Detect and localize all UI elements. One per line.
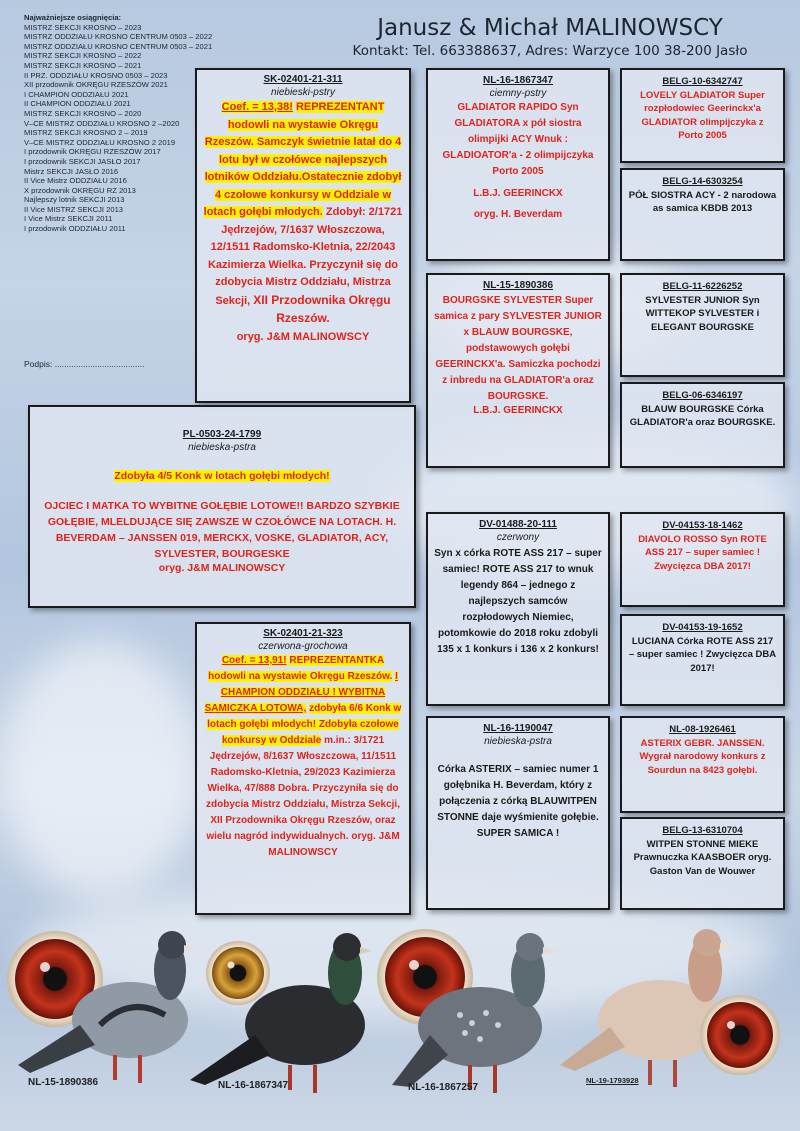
achievement-item: MISTRZ SEKCJI KROSNO – 2023: [24, 22, 142, 32]
photo-caption: NL-16-1867347: [218, 1080, 289, 1091]
ring-number: DV-04153-19-1652: [662, 622, 743, 633]
ring-number: BELG-10-6342747: [662, 76, 743, 87]
ancestor-description: LUCIANA Córka ROTE ASS 217 – super samiec ! Zwycięzca DBA 2017!: [628, 635, 777, 674]
pedigree-ancestor-card: [620, 817, 785, 910]
achievement-item: I przodownik SEKCJI JASŁO 2017: [24, 156, 141, 166]
achievement-item: Mistrz SEKCJI JASŁO 2016: [24, 166, 119, 176]
pedigree-ancestor-card: [620, 168, 785, 261]
ancestor-description: SYLVESTER JUNIOR Syn WITTEKOP SYLVESTER i ELEGANT BOURGSKE: [645, 294, 760, 333]
ancestor-description: LOVELY GLADIATOR Super rozpłodowiec Geerinckx'a GLADIATOR olimpijczyka z Porto 2005: [640, 89, 765, 141]
achievement-item: MISTRZ ODDZIAŁU KROSNO CENTRUM 0503 – 2022: [24, 32, 213, 42]
ring-number: BELG-06-6346197: [662, 390, 743, 401]
ring-number: NL-15-1890386: [482, 280, 554, 291]
achievement-item: MISTRZ SEKCJI KROSNO – 2020: [24, 108, 142, 118]
photo-caption: NL-15-1890386: [28, 1077, 99, 1088]
pedigree-ancestor-card: [620, 716, 785, 813]
achievement-item: II Vice Mistrz ODDZIAŁU 2016: [24, 176, 127, 186]
pigeon-eye-image: [206, 941, 270, 1005]
origin: oryg. H. Beverdam: [473, 208, 563, 220]
origin: oryg. J&M MALINOWSCY: [158, 561, 286, 574]
achievement-item: II PRZ. ODDZIAŁU KROSNO 0503 – 2023: [24, 70, 168, 80]
champion-text: I CHAMPION ODDZIAŁU ! WYBITNA SAMICZKA LOTOWA,: [204, 671, 398, 714]
pedigree-mother-card: [195, 622, 411, 915]
achievement-item: MISTRZ SEKCJI KROSNO – 2022: [24, 51, 142, 61]
mother-description: [203, 653, 403, 861]
prize-list: m.in.: 3/1721 Jędrzejów, 8/1637 Włoszczowa, 11/1511 Radomsko-Kletnia, 29/2023 Kazimierza Wielka, 47/888 Dobra. Przyczyniła się do zdobycia Mistrz Oddziału, Mistrza Sekcji, XII Przodownika Okręgu Rzeszów, oraz wielu nagród indywidualnych.: [206, 735, 400, 842]
pedigree-ancestor-card: [620, 382, 785, 468]
signature-line: Podpis: ......................................: [24, 359, 145, 369]
pigeon-color: ciemny-pstry: [489, 87, 547, 99]
ring-number: PL-0503-24-1799: [182, 429, 262, 440]
title-text: XII Przodownika Okręgu Rzeszów.: [253, 292, 391, 325]
representative-text: REPREZENTANTKA hodowli na wystawie Okręgu Rzeszów.: [208, 655, 393, 682]
ancestor-description: WITPEN STONNE MIEKE Prawnuczka KAASBOER oryg. Gaston Van de Wouwer: [633, 838, 772, 877]
achievement-item: II CHAMPION ODDZIAŁU 2021: [24, 99, 131, 109]
coefficient: Coef. = 13,38!: [221, 101, 293, 113]
achievement-item: MISTRZ ODDZIAŁU KROSNO CENTRUM 0503 – 2021: [24, 41, 213, 51]
main-description: OJCIEC I MATKA TO WYBITNE GOŁĘBIE LOTOWE!! BARDZO SZYBKIE GOŁĘBIE, MLELDUJĄCE SIĘ ZAWSZE W CZOŁÓWCE NA LOTACH. H. BEVERDAM – JANSSEN 019, MERCKX, VOSKE, GLADIATOR, ACY, SYLVESTER, BOURGESKE: [44, 499, 400, 560]
pigeon-color: czerwony: [496, 531, 540, 543]
origin: oryg. J&M MALINOWSCY: [268, 831, 400, 858]
achievement-item: MISTRZ SEKCJI KROSNO 2 – 2019: [24, 128, 148, 138]
pigeon-color: niebieski-pstry: [271, 86, 335, 98]
grandmother-description: Córka ASTERIX – samiec numer 1 gołębnika H. Beverdam, który z połączenia z córką BLAUWITPEN STONNE daje wyśmienite gołębie. SUPER SAMICA !: [437, 764, 599, 839]
pedigree-main-card: [28, 405, 416, 608]
father-description: [203, 99, 403, 346]
ring-number: BELG-11-6226252: [662, 281, 743, 292]
pedigree-ancestor-card: [620, 512, 785, 607]
ring-number: DV-01488-20-111: [479, 519, 557, 530]
pigeon-color: czerwona-grochowa: [258, 640, 348, 652]
ancestor-description: ASTERIX GEBR. JANSSEN. Wygrał narodowy konkurs z Sourdun na 8423 gołębi.: [639, 737, 766, 776]
achievements-heading: Najważniejsze osiągnięcia:: [24, 13, 122, 22]
ancestor-description: PÓŁ SIOSTRA ACY - 2 narodowa as samica KBDB 2013: [628, 189, 777, 214]
photo-caption: NL-19-1793928: [586, 1076, 639, 1085]
pigeon-color: niebieska-pstra: [188, 441, 256, 453]
won-text: zdobyła 6/6 Konk w lotach gołębi młodych! Zdobyła czołowe konkursy w Oddziale: [207, 703, 402, 746]
ring-number: NL-16-1867347: [482, 75, 554, 86]
ancestor-description: BLAUW BOURGSKE Córka GLADIATOR'a oraz BOURGSKE.: [629, 403, 776, 428]
achievement-item: Najlepszy lotnik SEKCJI 2013: [24, 195, 125, 205]
pedigree-grandfather-card: [426, 512, 610, 706]
breeder-name: Janusz & Michał MALINOWSCY: [377, 15, 723, 41]
ring-number: BELG-14-6303254: [662, 176, 743, 187]
achievement-item: XII przodownik OKRĘGU RZESZÓW 2021: [24, 80, 168, 90]
ring-number: NL-16-1190047: [483, 723, 553, 734]
pedigree-grandmother-card: [426, 273, 610, 468]
cloud-decoration: [0, 640, 200, 900]
pedigree-ancestor-card: [620, 614, 785, 706]
achievement-item: V–CE MISTRZ ODDZIAŁU KROSNO 2 –2020: [24, 118, 180, 128]
achievement-item: I przodownik OKRĘGU RZESZÓW 2017: [24, 147, 161, 157]
achievement-item: I przodownik ODDZIAŁU 2011: [24, 224, 126, 234]
lbj-text: L.B.J. GEERINCKX: [473, 188, 563, 199]
pedigree-ancestor-card: [620, 273, 785, 377]
pigeon-image: [560, 929, 733, 1087]
ring-number: NL-08-1926461: [669, 724, 736, 735]
coefficient: Coef. = 13,91!: [221, 655, 287, 666]
ring-number: BELG-13-6310704: [662, 825, 743, 836]
pedigree-grandmother-card: [426, 716, 610, 910]
ring-number: SK-02401-21-323: [263, 628, 343, 639]
representative-text: REPREZENTANT hodowli na wystawie Okręgu Rzeszów. Samczyk świetnie latał do 4 lotu był w czołówce najlepszych lotników Oddziału.Ostatecznie zdobył 4 czołowe konkursy w Oddziale w lotach gołębi młodych.: [203, 101, 402, 218]
origin: oryg. J&M MALINOWSCY: [236, 330, 370, 343]
lbj-text: L.B.J. GEERINCKX: [473, 404, 563, 416]
achievement-item: X przodownik OKRĘGU RZ 2013: [24, 185, 136, 195]
achievement-item: I CHAMPION ODDZIAŁU 2021: [24, 89, 129, 99]
contact-info: Kontakt: Tel. 663388637, Adres: Warzyce 100 38-200 Jasło: [352, 43, 748, 59]
prize-list: Zdobył: 2/1721 Jędrzejów, 7/1637 Włoszczowa, 12/1511 Radomsko-Kletnia, 22/2043 Kazimierza Wielka. Przyczynił się do zdobycia Mistrz Oddziału, Mistrza Sekcji,: [207, 206, 403, 307]
pigeon-color: niebieska-pstra: [484, 735, 552, 747]
pigeon-photos: [0, 915, 800, 1131]
achievement-item: MISTRZ SEKCJI KROSNO – 2021: [24, 60, 142, 70]
page-header: [300, 14, 800, 60]
achievement-item: II Vice MISTRZ SEKCJI 2013: [24, 204, 124, 214]
achievement-item: I Vice Mistrz SEKCJI 2011: [24, 214, 113, 224]
pedigree-ancestor-card: [620, 68, 785, 163]
ancestor-description: DIAVOLO ROSSO Syn ROTE ASS 217 – super samiec ! Zwycięzca DBA 2017!: [638, 533, 767, 572]
grandfather-description: GLADIATOR RAPIDO Syn GLADIATORA x pół siostra olimpijki ACY Wnuk : GLADIOATOR'a - 2 olimpijczyka Porto 2005: [442, 102, 594, 177]
ring-number: SK-02401-21-311: [263, 74, 343, 85]
pigeon-eye-image: [700, 995, 780, 1075]
achievement-item: V–CE MISTRZ ODDZIAŁU KROSNO 2 2019: [24, 137, 176, 147]
pedigree-father-card: [195, 68, 411, 403]
highlight-text: Zdobyła 4/5 Konk w lotach gołębi młodych!: [114, 470, 330, 482]
grandfather-description: Syn x córka ROTE ASS 217 – super samiec! ROTE ASS 217 to wnuk legendy 864 – jednego z najlepszych samców rozpłodowych Niemiec, potomkowie do 2018 roku zdobyli 135 x 1 konkurs i 136 x 2 konkurs!: [434, 548, 602, 655]
ring-number: DV-04153-18-1462: [662, 520, 743, 531]
grandmother-description: BOURGSKE SYLVESTER Super samica z pary SYLVESTER JUNIOR x BLAUW BOURGSKE, podstawowych gołębi GEERINCKX'a. Samiczka pochodzi z inbredu na GLADIATOR'a oraz BOURGSKE.: [434, 294, 602, 402]
photo-caption: NL-16-1867257: [408, 1082, 479, 1093]
pedigree-grandfather-card: [426, 68, 610, 261]
